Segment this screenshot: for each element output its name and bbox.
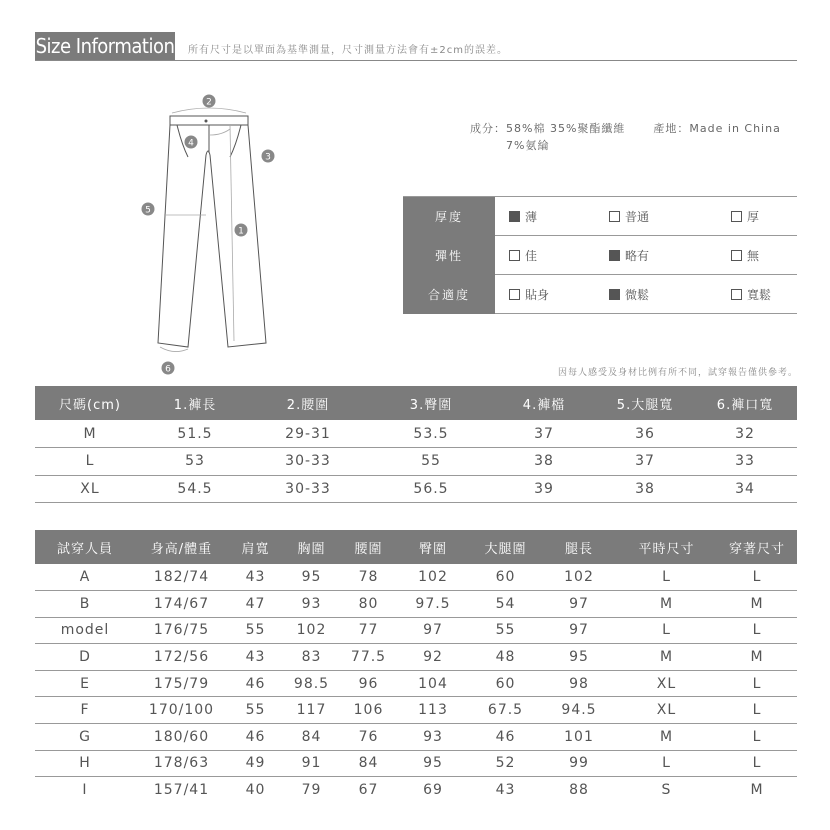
table-cell: 56.5	[371, 475, 491, 503]
table-cell: 30-33	[245, 448, 371, 476]
checked-box-icon	[609, 289, 620, 300]
attribute-option	[595, 236, 717, 275]
attribute-option-label: 貼身	[525, 287, 550, 302]
table-cell: 49	[228, 750, 283, 777]
unchecked-box-icon	[509, 289, 520, 300]
table-cell: 60	[469, 670, 542, 697]
column-header: 尺碼(cm)	[35, 386, 145, 420]
table-cell: 101	[542, 724, 616, 751]
unchecked-box-icon	[731, 250, 742, 261]
table-cell: 99	[542, 750, 616, 777]
table-cell: 95	[283, 564, 340, 591]
table-cell: 37	[597, 448, 693, 476]
attribute-label: 彈性	[403, 236, 495, 275]
table-cell: 92	[397, 644, 469, 671]
attribute-option-label: 佳	[525, 248, 538, 263]
table-cell: 55	[469, 617, 542, 644]
marker-6: 6	[165, 364, 171, 375]
column-header: 2.腰圍	[245, 386, 371, 420]
table-cell: F	[35, 697, 135, 724]
table-cell: L	[717, 617, 797, 644]
unchecked-box-icon	[609, 211, 620, 222]
composition-info	[470, 120, 809, 154]
column-header: 試穿人員	[35, 530, 135, 564]
attribute-option-label: 略有	[625, 248, 650, 263]
table-cell: 98.5	[283, 670, 340, 697]
table-cell: 97	[397, 617, 469, 644]
table-cell: 95	[397, 750, 469, 777]
attribute-option	[495, 197, 595, 236]
attribute-row	[403, 275, 797, 314]
table-cell: L	[717, 670, 797, 697]
material-text: 成分：58%棉 35%聚酯纖維	[470, 122, 626, 135]
table-cell: D	[35, 644, 135, 671]
attribute-label: 合適度	[403, 275, 495, 314]
attribute-row	[403, 236, 797, 275]
column-header: 胸圍	[283, 530, 340, 564]
table-cell: 182/74	[135, 564, 228, 591]
table-cell: 55	[228, 617, 283, 644]
table-cell: M	[616, 644, 717, 671]
table-cell: XL	[35, 475, 145, 503]
table-cell: 78	[340, 564, 397, 591]
table-cell: 97	[542, 591, 616, 618]
table-cell: 83	[283, 644, 340, 671]
table-cell: 36	[597, 420, 693, 448]
table-cell: S	[661, 782, 672, 799]
table-row	[35, 644, 797, 671]
table-cell: 54.5	[145, 475, 245, 503]
column-header: 臀圍	[397, 530, 469, 564]
table-cell: 106	[340, 697, 397, 724]
column-header: 4.褲檔	[491, 386, 597, 420]
table-cell: 157/41	[153, 782, 210, 799]
table-cell: 43	[495, 782, 516, 799]
table-row	[35, 777, 797, 804]
table-cell: 84	[340, 750, 397, 777]
table-cell: 48	[469, 644, 542, 671]
table-cell: E	[35, 670, 135, 697]
table-cell: 113	[397, 697, 469, 724]
table-cell: 38	[597, 475, 693, 503]
column-header: 身高/體重	[135, 530, 228, 564]
table-cell: 102	[542, 564, 616, 591]
table-cell: 39	[491, 475, 597, 503]
table-row	[35, 448, 797, 476]
table-cell: 47	[228, 591, 283, 618]
table-cell: L	[717, 564, 797, 591]
table-cell: L	[616, 617, 717, 644]
table-cell: L	[616, 750, 717, 777]
column-header: 3.臀圍	[371, 386, 491, 420]
table-cell: I	[82, 782, 88, 799]
table-cell: H	[35, 750, 135, 777]
table-cell: 43	[228, 564, 283, 591]
table-cell: 97.5	[397, 591, 469, 618]
table-cell: 54	[469, 591, 542, 618]
attribute-row	[403, 197, 797, 236]
table-cell: XL	[616, 670, 717, 697]
checked-box-icon	[509, 211, 520, 222]
table-cell: 84	[283, 724, 340, 751]
table-cell: 102	[283, 617, 340, 644]
table-cell: 98	[542, 670, 616, 697]
attribute-option-label: 微鬆	[625, 287, 650, 302]
table-cell: 117	[283, 697, 340, 724]
table-cell: 60	[469, 564, 542, 591]
table-cell: 53.5	[371, 420, 491, 448]
table-cell: 43	[228, 644, 283, 671]
attribute-option	[595, 197, 717, 236]
table-cell: 97	[542, 617, 616, 644]
unchecked-box-icon	[731, 289, 742, 300]
table-row	[35, 750, 797, 777]
marker-3: 3	[265, 152, 271, 163]
table-row	[35, 697, 797, 724]
table-cell: 79	[301, 782, 322, 799]
table-row	[35, 420, 797, 448]
unchecked-box-icon	[509, 250, 520, 261]
attribute-option	[717, 236, 797, 275]
table-cell: L	[616, 564, 717, 591]
table-row	[35, 564, 797, 591]
attribute-option	[717, 197, 797, 236]
checked-box-icon	[609, 250, 620, 261]
column-header: 腿長	[542, 530, 616, 564]
table-cell: 37	[491, 420, 597, 448]
table-cell: 93	[283, 591, 340, 618]
table-cell: M	[750, 782, 764, 799]
table-cell: G	[35, 724, 135, 751]
column-header: 1.褲長	[145, 386, 245, 420]
table-cell: 30-33	[245, 475, 371, 503]
attribute-option-label: 薄	[525, 209, 538, 224]
table-cell: 46	[228, 724, 283, 751]
table-cell: 67.5	[469, 697, 542, 724]
table-row	[35, 617, 797, 644]
table-cell: 95	[542, 644, 616, 671]
table-cell: A	[35, 564, 135, 591]
table-cell: 176/75	[135, 617, 228, 644]
table-cell: 80	[340, 591, 397, 618]
table-cell: 102	[397, 564, 469, 591]
table-cell: 93	[397, 724, 469, 751]
table-cell: 52	[469, 750, 542, 777]
attribute-option	[717, 275, 797, 314]
attribute-option-label: 普通	[625, 209, 650, 224]
fit-report-table	[35, 530, 797, 803]
table-cell: 55	[371, 448, 491, 476]
attribute-option	[595, 275, 717, 314]
attribute-option-label: 寬鬆	[747, 287, 772, 302]
table-cell: 180/60	[135, 724, 228, 751]
marker-5: 5	[145, 205, 151, 216]
table-cell: 88	[569, 782, 589, 799]
table-row	[35, 724, 797, 751]
header-divider	[35, 60, 797, 61]
table-cell: 91	[283, 750, 340, 777]
attribute-option	[495, 236, 595, 275]
pants-measurement-diagram	[130, 85, 300, 385]
table-cell: 76	[340, 724, 397, 751]
marker-4: 4	[188, 138, 194, 149]
unchecked-box-icon	[731, 211, 742, 222]
table-row	[35, 670, 797, 697]
table-cell: 67	[358, 782, 379, 799]
table-cell: 29-31	[245, 420, 371, 448]
table-cell: 77	[340, 617, 397, 644]
size-table	[35, 386, 797, 503]
table-cell: model	[35, 617, 135, 644]
table-cell: 96	[340, 670, 397, 697]
page-title: Size Information	[35, 32, 175, 61]
table-cell: M	[35, 420, 145, 448]
table-cell: 51.5	[145, 420, 245, 448]
origin-text: 產地：Made in China	[653, 122, 781, 135]
table-cell: 77.5	[340, 644, 397, 671]
table-cell: L	[717, 724, 797, 751]
table-cell: 94.5	[542, 697, 616, 724]
fit-disclaimer: 因每人感受及身材比例有所不同，試穿報告僅供參考。	[557, 368, 798, 378]
table-cell: 34	[693, 475, 797, 503]
fabric-attributes-table	[403, 196, 797, 314]
table-cell: 178/63	[135, 750, 228, 777]
table-cell: M	[717, 644, 797, 671]
column-header: 穿著尺寸	[717, 530, 797, 564]
table-cell: M	[616, 591, 717, 618]
table-row	[35, 475, 797, 503]
table-cell: M	[717, 591, 797, 618]
table-cell: 175/79	[135, 670, 228, 697]
table-cell: 46	[469, 724, 542, 751]
table-cell: L	[717, 697, 797, 724]
table-cell: M	[616, 724, 717, 751]
table-cell: 46	[228, 670, 283, 697]
table-cell: 172/56	[135, 644, 228, 671]
table-row	[35, 591, 797, 618]
table-cell: 32	[693, 420, 797, 448]
column-header: 肩寬	[228, 530, 283, 564]
table-cell: L	[717, 750, 797, 777]
attribute-label: 厚度	[403, 197, 495, 236]
table-cell: 69	[423, 782, 443, 799]
marker-2: 2	[206, 97, 212, 108]
table-cell: 38	[491, 448, 597, 476]
table-cell: 53	[145, 448, 245, 476]
table-cell: L	[35, 448, 145, 476]
attribute-option	[495, 275, 595, 314]
column-header: 6.褲口寬	[693, 386, 797, 420]
attribute-option-label: 無	[747, 248, 760, 263]
table-cell: B	[35, 591, 135, 618]
column-header: 大腿圍	[469, 530, 542, 564]
table-cell: 40	[245, 782, 266, 799]
table-cell: 170/100	[135, 697, 228, 724]
material-text-2: 7%氨綸	[506, 139, 550, 152]
attribute-option-label: 厚	[747, 209, 760, 224]
table-cell: 33	[693, 448, 797, 476]
table-cell: XL	[616, 697, 717, 724]
column-header: 腰圍	[340, 530, 397, 564]
table-cell: 55	[228, 697, 283, 724]
column-header: 5.大腿寬	[597, 386, 693, 420]
table-cell: 104	[397, 670, 469, 697]
marker-1: 1	[238, 226, 244, 237]
diagram-markers	[142, 95, 275, 375]
column-header: 平時尺寸	[616, 530, 717, 564]
measurement-note: 所有尺寸是以單面為基準測量，尺寸測量方法會有±2cm的誤差。	[188, 45, 508, 56]
table-cell: 174/67	[135, 591, 228, 618]
